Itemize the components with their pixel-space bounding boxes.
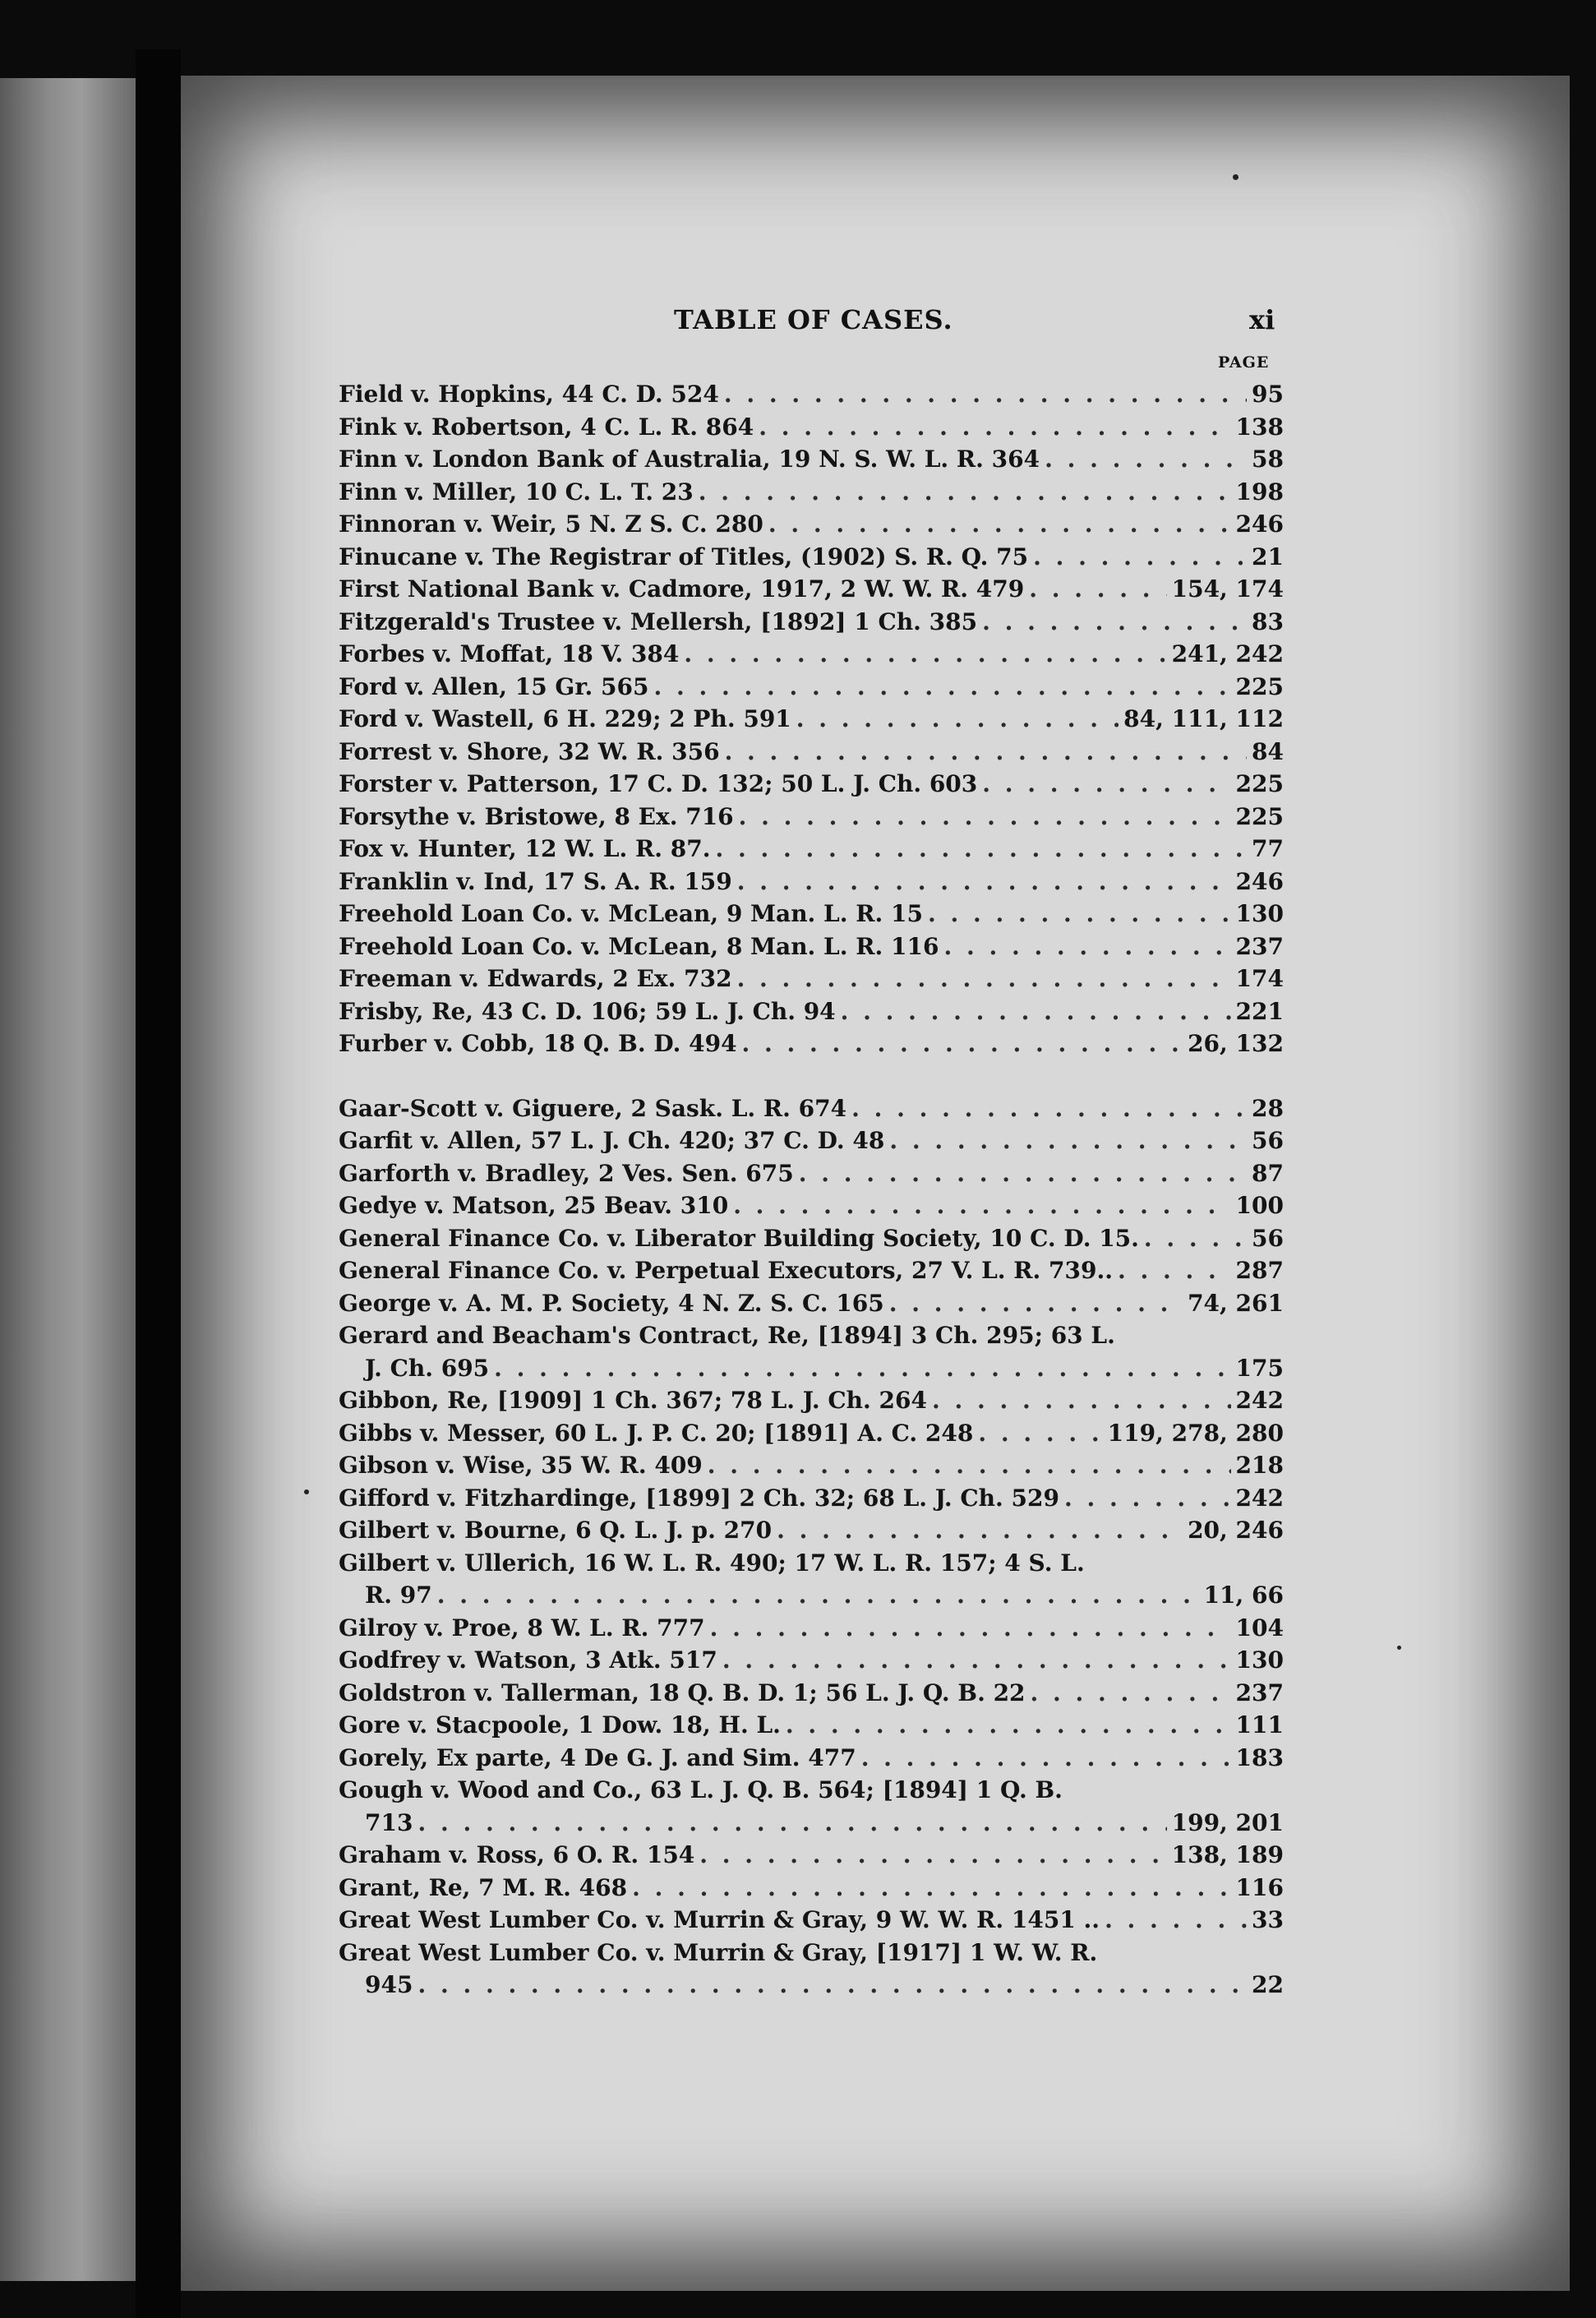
- case-entry: [339, 1027, 1284, 1060]
- case-page-ref: 287: [1235, 1257, 1284, 1284]
- case-entry-continuation: [339, 1969, 1284, 2002]
- case-page-ref: 87: [1252, 1159, 1284, 1187]
- case-entry: [339, 801, 1284, 833]
- case-entry: [339, 1774, 1284, 1807]
- leader-dots: [739, 801, 1231, 833]
- case-citation: Fink v. Robertson, 4 C. L. R. 864: [339, 413, 754, 441]
- case-entry: [339, 1092, 1284, 1125]
- case-citation: Freehold Loan Co. v. McLean, 8 Man. L. R. 116: [339, 932, 939, 960]
- case-entry: [339, 1872, 1284, 1905]
- case-page-ref: 33: [1252, 1906, 1284, 1933]
- case-citation: Forsythe v. Bristowe, 8 Ex. 716: [339, 802, 734, 830]
- case-page-ref: 138, 189: [1171, 1841, 1284, 1868]
- case-entry: [339, 898, 1284, 930]
- case-entry: [339, 1287, 1284, 1320]
- leader-dots: [759, 411, 1230, 444]
- case-page-ref: 26, 132: [1188, 1030, 1284, 1057]
- case-citation: Frisby, Re, 43 C. D. 106; 59 L. J. Ch. 94: [339, 997, 836, 1025]
- case-page-ref: 111: [1235, 1711, 1284, 1738]
- leader-dots: [632, 1872, 1230, 1905]
- case-page-ref: 154, 174: [1171, 575, 1284, 603]
- case-entry: [339, 606, 1284, 639]
- case-entry: [339, 736, 1284, 769]
- case-citation: Gedye v. Matson, 25 Beav. 310: [339, 1192, 729, 1219]
- case-entry: [339, 1644, 1284, 1677]
- page-number: xi: [1249, 304, 1275, 335]
- case-entry: [339, 1482, 1284, 1515]
- leader-dots: [889, 1287, 1183, 1320]
- cases-group-f: [339, 378, 1284, 1060]
- case-citation: Garfit v. Allen, 57 L. J. Ch. 420; 37 C. D. 48: [339, 1127, 885, 1154]
- leader-dots: [737, 963, 1231, 995]
- case-page-ref: 225: [1235, 770, 1284, 797]
- case-citation: Fitzgerald's Trustee v. Mellersh, [1892] 1 Ch. 385: [339, 607, 978, 635]
- leader-dots: [417, 1969, 1247, 2002]
- case-citation: General Finance Co. v. Liberator Building Society, 10 C. D. 15.: [339, 1224, 1139, 1252]
- case-entry: [339, 703, 1284, 736]
- case-entry-continuation: [339, 1579, 1284, 1612]
- case-page-ref: 198: [1235, 478, 1284, 506]
- case-entry: [339, 1904, 1284, 1937]
- leader-dots: [799, 1157, 1247, 1190]
- case-citation: Graham v. Ross, 6 O. R. 154: [339, 1841, 695, 1868]
- case-citation: Forster v. Patterson, 17 C. D. 132; 50 L. J. Ch. 603: [339, 770, 978, 797]
- case-entry-continuation: [339, 1807, 1284, 1840]
- case-citation-cont: J. Ch. 695: [365, 1354, 490, 1382]
- case-citation: Grant, Re, 7 M. R. 468: [339, 1873, 628, 1901]
- case-page-ref: 175: [1235, 1354, 1284, 1382]
- case-citation: Gibson v. Wise, 35 W. R. 409: [339, 1452, 703, 1479]
- case-entry: [339, 1319, 1284, 1352]
- case-citation: Garforth v. Bradley, 2 Ves. Sen. 675: [339, 1159, 794, 1187]
- leader-dots: [722, 1644, 1231, 1677]
- leader-dots: [417, 1807, 1166, 1840]
- leader-dots: [653, 671, 1230, 704]
- case-page-ref: 56: [1252, 1127, 1284, 1154]
- case-citation: Ford v. Allen, 15 Gr. 565: [339, 672, 649, 700]
- case-entry: [339, 443, 1284, 476]
- page-title: TABLE OF CASES.: [674, 304, 953, 335]
- leader-dots: [733, 1189, 1230, 1222]
- case-entry: [339, 930, 1284, 963]
- case-page-ref: 199, 201: [1171, 1808, 1284, 1836]
- page-gutter: [136, 49, 181, 2318]
- leader-dots: [725, 736, 1247, 769]
- case-entry-continuation: [339, 1352, 1284, 1385]
- cases-group-g: [339, 1092, 1284, 2002]
- leader-dots: [710, 1612, 1231, 1645]
- case-entry: [339, 963, 1284, 995]
- leader-dots: [494, 1352, 1230, 1385]
- case-page-ref: 100: [1235, 1192, 1284, 1219]
- case-entry: [339, 995, 1284, 1028]
- case-entry: [339, 1547, 1284, 1580]
- leader-dots: [437, 1579, 1199, 1612]
- case-page-ref: 11, 66: [1203, 1582, 1284, 1609]
- case-entry: [339, 671, 1284, 704]
- case-citation: Gifford v. Fitzhardinge, [1899] 2 Ch. 32; 68 L. J. Ch. 529: [339, 1484, 1059, 1512]
- case-page-ref: 58: [1252, 446, 1284, 473]
- case-entry: [339, 1677, 1284, 1710]
- case-citation: Fox v. Hunter, 12 W. L. R. 87.: [339, 835, 711, 862]
- case-entry: [339, 1839, 1284, 1872]
- case-citation-cont: 713: [365, 1808, 413, 1836]
- case-entry: [339, 1189, 1284, 1222]
- case-entry: [339, 1514, 1284, 1547]
- case-citation: Field v. Hopkins, 44 C. D. 524: [339, 381, 719, 408]
- case-citation: First National Bank v. Cadmore, 1917, 2 W. W. R. 479: [339, 575, 1025, 603]
- case-entry: [339, 1254, 1284, 1287]
- leader-dots: [1144, 1222, 1247, 1255]
- case-entry: [339, 1709, 1284, 1742]
- case-citation: Finucane v. The Registrar of Titles, (1902) S. R. Q. 75: [339, 543, 1029, 570]
- leader-dots: [724, 378, 1247, 411]
- case-page-ref: 242: [1235, 1484, 1284, 1512]
- case-entry: [339, 1742, 1284, 1775]
- leader-dots: [737, 866, 1231, 898]
- leader-dots: [851, 1092, 1247, 1125]
- case-page-ref: 116: [1235, 1873, 1284, 1901]
- case-citation: Franklin v. Ind, 17 S. A. R. 159: [339, 867, 732, 895]
- case-citation: Gilroy v. Proe, 8 W. L. R. 777: [339, 1614, 705, 1642]
- case-citation: Great West Lumber Co. v. Murrin & Gray, [1917] 1 W. W. R.: [339, 1938, 1098, 1966]
- case-citation: Finn v. Miller, 10 C. L. T. 23: [339, 478, 694, 506]
- case-page-ref: 130: [1235, 1646, 1284, 1674]
- group-spacer: [339, 1060, 1284, 1092]
- page-header: [181, 304, 1570, 353]
- case-entry: [339, 1449, 1284, 1482]
- leader-dots: [982, 768, 1230, 801]
- case-entry: [339, 1612, 1284, 1645]
- case-citation: Gaar-Scott v. Giguere, 2 Sask. L. R. 674: [339, 1094, 847, 1122]
- case-page-ref: 119, 278, 280: [1107, 1419, 1284, 1447]
- case-page-ref: 246: [1235, 867, 1284, 895]
- case-page-ref: 221: [1235, 997, 1284, 1025]
- case-entry: [339, 541, 1284, 574]
- case-page-ref: 83: [1252, 607, 1284, 635]
- ink-speck: [304, 1489, 309, 1494]
- case-citation: Goldstron v. Tallerman, 18 Q. B. D. 1; 56 L. J. Q. B. 22: [339, 1678, 1026, 1706]
- case-page-ref: 138: [1235, 413, 1284, 441]
- leader-dots: [889, 1124, 1247, 1157]
- case-entry: [339, 1124, 1284, 1157]
- page-column-label: PAGE: [1218, 353, 1270, 372]
- leader-dots: [777, 1514, 1183, 1547]
- case-page-ref: 21: [1252, 543, 1284, 570]
- case-citation: Freehold Loan Co. v. McLean, 9 Man. L. R. 15: [339, 900, 923, 927]
- case-entry: [339, 866, 1284, 898]
- case-page-ref: 22: [1252, 1971, 1284, 1998]
- case-page-ref: 246: [1235, 510, 1284, 538]
- case-page-ref: 242: [1235, 1387, 1284, 1414]
- case-entry: [339, 476, 1284, 509]
- case-entry: [339, 573, 1284, 606]
- case-page-ref: 218: [1235, 1452, 1284, 1479]
- leader-dots: [684, 638, 1166, 671]
- case-citation: Furber v. Cobb, 18 Q. B. D. 494: [339, 1030, 737, 1057]
- leader-dots: [742, 1027, 1183, 1060]
- case-citation: Freeman v. Edwards, 2 Ex. 732: [339, 965, 732, 992]
- leader-dots: [1031, 1677, 1231, 1710]
- case-page-ref: 237: [1235, 1678, 1284, 1706]
- case-page-ref: 104: [1235, 1614, 1284, 1642]
- case-page-ref: 56: [1252, 1224, 1284, 1252]
- leader-dots: [1029, 573, 1166, 606]
- case-citation: Great West Lumber Co. v. Murrin & Gray, 9 W. W. R. 1451 ..: [339, 1906, 1100, 1933]
- adjacent-page-edge: [0, 78, 136, 2281]
- leader-dots: [1105, 1904, 1247, 1937]
- leader-dots: [699, 1839, 1166, 1872]
- case-citation: Forrest v. Shore, 32 W. R. 356: [339, 737, 720, 765]
- leader-dots: [1033, 541, 1247, 574]
- case-citation: Ford v. Wastell, 6 H. 229; 2 Ph. 591: [339, 705, 791, 732]
- case-entry: [339, 1222, 1284, 1255]
- case-citation-cont: 945: [365, 1971, 413, 1998]
- case-page-ref: 225: [1235, 672, 1284, 700]
- table-of-cases: [339, 378, 1284, 2002]
- leader-dots: [943, 930, 1230, 963]
- case-citation: Finn v. London Bank of Australia, 19 N. S. W. L. R. 364: [339, 446, 1040, 473]
- case-entry: [339, 508, 1284, 541]
- case-page-ref: 77: [1252, 835, 1284, 862]
- case-entry: [339, 378, 1284, 411]
- case-page-ref: 130: [1235, 900, 1284, 927]
- ink-speck: [1397, 1646, 1401, 1650]
- case-page-ref: 241, 242: [1171, 640, 1284, 667]
- case-page-ref: 183: [1235, 1743, 1284, 1771]
- case-citation-cont: R. 97: [365, 1582, 432, 1609]
- case-citation: Godfrey v. Watson, 3 Atk. 517: [339, 1646, 717, 1674]
- case-entry: [339, 1384, 1284, 1417]
- leader-dots: [716, 833, 1248, 866]
- leader-dots: [841, 995, 1231, 1028]
- leader-dots: [768, 508, 1231, 541]
- case-page-ref: 225: [1235, 802, 1284, 830]
- case-page-ref: 174: [1235, 965, 1284, 992]
- case-citation: Forbes v. Moffat, 18 V. 384: [339, 640, 680, 667]
- case-entry: [339, 768, 1284, 801]
- leader-dots: [982, 606, 1247, 639]
- case-page-ref: 74, 261: [1188, 1289, 1284, 1317]
- leader-dots: [1045, 443, 1247, 476]
- case-citation: General Finance Co. v. Perpetual Executors, 27 V. L. R. 739..: [339, 1257, 1113, 1284]
- leader-dots: [932, 1384, 1231, 1417]
- case-citation: Gorely, Ex parte, 4 De G. J. and Sim. 477: [339, 1743, 856, 1771]
- leader-dots: [708, 1449, 1231, 1482]
- case-citation: Gilbert v. Ullerich, 16 W. L. R. 490; 17 W. L. R. 157; 4 S. L.: [339, 1549, 1085, 1577]
- case-page-ref: 95: [1252, 381, 1284, 408]
- leader-dots: [796, 703, 1119, 736]
- case-entry: [339, 1937, 1284, 1969]
- case-citation: George v. A. M. P. Society, 4 N. Z. S. C. 165: [339, 1289, 884, 1317]
- case-page-ref: 84, 111, 112: [1123, 705, 1284, 732]
- case-citation: Gilbert v. Bourne, 6 Q. L. J. p. 270: [339, 1517, 773, 1544]
- leader-dots: [699, 476, 1231, 509]
- leader-dots: [786, 1709, 1231, 1742]
- case-entry: [339, 1157, 1284, 1190]
- case-entry: [339, 411, 1284, 444]
- case-citation: Gibbs v. Messer, 60 L. J. P. C. 20; [1891] A. C. 248: [339, 1419, 974, 1447]
- case-citation: Gerard and Beacham's Contract, Re, [1894] 3 Ch. 295; 63 L.: [339, 1322, 1115, 1349]
- leader-dots: [978, 1417, 1102, 1450]
- case-page-ref: 84: [1252, 737, 1284, 765]
- leader-dots: [1064, 1482, 1231, 1515]
- leader-dots: [928, 898, 1231, 930]
- case-page-ref: 237: [1235, 932, 1284, 960]
- case-entry: [339, 1417, 1284, 1450]
- ink-speck: [1233, 174, 1239, 180]
- case-page-ref: 20, 246: [1188, 1517, 1284, 1544]
- case-entry: [339, 833, 1284, 866]
- case-citation: Gore v. Stacpoole, 1 Dow. 18, H. L.: [339, 1711, 781, 1738]
- case-citation: Gibbon, Re, [1909] 1 Ch. 367; 78 L. J. Ch. 264: [339, 1387, 927, 1414]
- case-citation: Finnoran v. Weir, 5 N. Z S. C. 280: [339, 510, 763, 538]
- leader-dots: [861, 1742, 1231, 1775]
- leader-dots: [1118, 1254, 1231, 1287]
- case-entry: [339, 638, 1284, 671]
- book-page: [181, 76, 1570, 2291]
- case-page-ref: 28: [1252, 1094, 1284, 1122]
- case-citation: Gough v. Wood and Co., 63 L. J. Q. B. 564; [1894] 1 Q. B.: [339, 1776, 1063, 1803]
